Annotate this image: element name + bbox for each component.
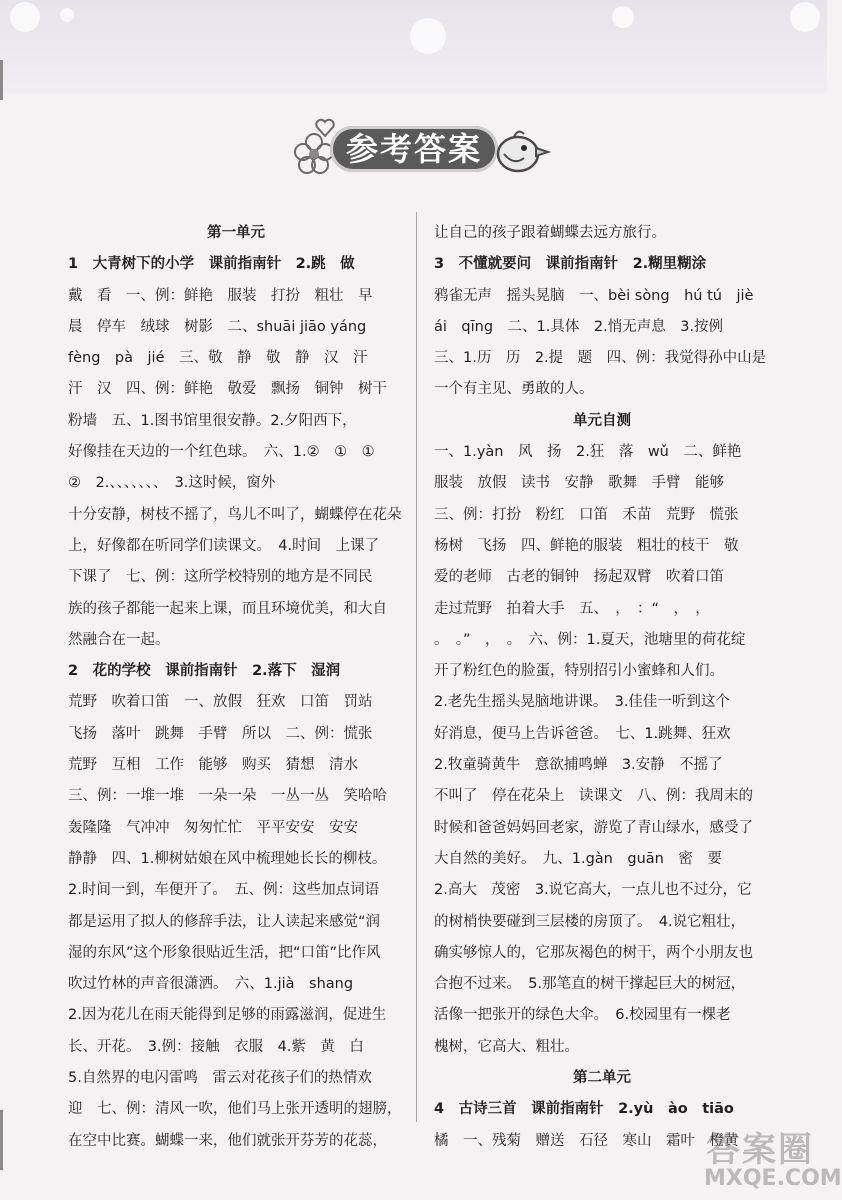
answer-line: 荒野 吹着口笛 一、放假 狂欢 口笛 罚站	[68, 694, 373, 711]
answer-line: 爱的老师 古老的铜钟 扬起双臂 吹着口笛	[434, 569, 724, 586]
answer-line: 服装 放假 读书 安静 歌舞 手臂 能够	[434, 475, 724, 492]
answer-line: 杨树 飞扬 四、鲜艳的服装 粗壮的枝干 敬	[434, 537, 739, 554]
binding-mark	[0, 60, 3, 100]
answer-line: 2.老先生摇头晃脑地讲课。 3.佳佳一听到这个	[434, 694, 730, 711]
unit-heading: 第一单元	[207, 225, 265, 241]
answer-line: 都是运用了拟人的修辞手法，让人读起来感觉“润	[68, 913, 381, 930]
answer-line: 三、1.历 历 2.提 题 四、例：我觉得孙中山是	[434, 350, 767, 367]
watermark-url: MXQE.COM	[704, 1166, 842, 1191]
answer-line: 大自然的美好。 九、1.gàn guān 密 要	[434, 850, 722, 867]
answer-line: 晨 停车 绒球 树影 二、shuāi jiāo yáng	[68, 318, 367, 335]
answer-line: 粉墙 五、1.图书馆里很安静。2.夕阳西下，	[68, 412, 357, 429]
bubble-decoration	[790, 2, 820, 32]
answer-line: 2.时间一到，车便开了。 五、例：这些加点词语	[68, 882, 380, 899]
answer-line: 让自己的孩子跟着蝴蝶去远方旅行。	[434, 225, 666, 241]
answer-line: ái qīng 二、1.具体 2.悄无声息 3.按例	[434, 318, 724, 335]
bubble-decoration	[410, 18, 446, 54]
answer-line: 吹过竹林的声音很潇洒。 六、1.jià shang	[68, 976, 354, 993]
bubble-decoration	[612, 6, 634, 28]
answer-line: 上，好像都在听同学们读课文。 4.时间 上课了	[68, 537, 380, 554]
column-divider	[416, 212, 417, 1122]
bubble-decoration	[60, 8, 74, 22]
binding-mark	[0, 1110, 3, 1170]
section-heading: 单元自测	[573, 412, 631, 429]
answer-line: 十分安静，树枝不摇了，鸟儿不叫了，蝴蝶停在花朵	[68, 506, 402, 523]
answer-key-header	[292, 116, 550, 182]
answer-line: 迎 七、例：清风一吹，他们马上张开透明的翅膀，	[68, 1101, 402, 1118]
answer-line: fèng pà jié 三、敬 静 敬 静 汉 汗	[68, 350, 368, 367]
answer-line: 确实够惊人的，它那灰褐色的树干，两个小朋友也	[434, 944, 753, 961]
answer-line: 飞扬 落叶 跳舞 手臂 所以 二、例：慌张	[68, 725, 373, 742]
answer-line: 好消息，便马上告诉爸爸。 七、1.跳舞、狂欢	[434, 725, 731, 742]
answer-line: 汗 汉 四、例：鲜艳 敬爱 飘扬 铜钟 树干	[68, 381, 387, 398]
answer-line: 静静 四、1.柳树姑娘在风中梳理她长长的柳枝。	[68, 850, 387, 867]
answer-line: 2.高大 茂密 3.说它高大，一点儿也不过分，它	[434, 882, 752, 899]
page-title: 参考答案	[345, 130, 482, 168]
answer-line: 在空中比赛。蝴蝶一来，他们就张开芬芳的花蕊，	[68, 1132, 387, 1149]
lesson-heading-line: 4 古诗三首 课前指南针 2.yù ào tiāo	[434, 1101, 734, 1118]
lesson-heading-line: 2 花的学校 课前指南针 2.落下 湿润	[68, 663, 341, 680]
answer-line: 三、例：一堆一堆 一朵一朵 一丛一丛 笑哈哈	[68, 788, 387, 805]
bubble-decoration	[10, 2, 40, 32]
answer-line: ② 2.、、、、、、、 3.这时候，窗外	[68, 475, 276, 492]
answer-line: 槐树，它高大、粗壮。	[434, 1038, 579, 1055]
site-watermark	[700, 1122, 842, 1196]
lesson-heading-line: 1 大青树下的小学 课前指南针 2.跳 做	[68, 256, 355, 273]
answer-line: 。 。” ， 。 六、例：1.夏天，池塘里的荷花绽	[434, 631, 746, 648]
answer-line: 族的孩子都能一起来上课，而且环境优美，和大自	[68, 600, 387, 617]
answer-line: 然融合在一起。	[68, 631, 170, 648]
answer-line: 活像一把张开的绿色大伞。 6.校园里有一棵老	[434, 1007, 731, 1024]
answer-line: 开了粉红色的脸蛋，特别招引小蜜蜂和人们。	[434, 663, 724, 680]
answer-line: 下课了 七、例：这所学校特别的地方是不同民	[68, 569, 373, 586]
unit-heading: 第二单元	[573, 1070, 631, 1087]
answer-line: 时候和爸爸妈妈回老家，游览了青山绿水，感受了	[434, 819, 753, 836]
answer-line: 2.牧童骑黄牛 意欲捕鸣蝉 3.安静 不摇了	[434, 757, 723, 774]
answer-line: 2.因为花儿在雨天能得到足够的雨露滋润，促进生	[68, 1007, 387, 1024]
answer-line: 不叫了 停在花朵上 读课文 八、例：我周末的	[434, 788, 753, 805]
answer-line: 一个有主见、勇敢的人。	[434, 381, 594, 398]
answer-line: 的树梢快要碰到三层楼的房顶了。 4.说它粗壮，	[434, 913, 746, 930]
watermark-logo-text: 答案圈	[706, 1130, 814, 1170]
answer-line: 5.自然界的电闪雷鸣 雷云对花孩子们的热情欢	[68, 1070, 372, 1087]
answer-line: 合抱不过来。 5.那笔直的树干撑起巨大的树冠，	[434, 976, 746, 993]
bird-icon	[492, 124, 550, 176]
left-column	[68, 218, 404, 1157]
answer-line: 一、1.yàn 风 扬 2.狂 落 wǔ 二、鲜艳	[434, 444, 742, 461]
lesson-heading-line: 3 不懂就要问 课前指南针 2.糊里糊涂	[434, 256, 707, 273]
answer-line: 鸦雀无声 摇头晃脑 一、bèi sòng hú tú jiè	[434, 287, 754, 304]
right-column	[434, 218, 770, 1157]
answer-line: 好像挂在天边的一个红色球。 六、1.② ① ①	[68, 444, 375, 461]
answer-line: 长、开花。 3.例：接触 衣服 4.紫 黄 白	[68, 1038, 364, 1055]
answer-line: 走过荒野 拍着大手 五、 ， ：“ ， ，	[434, 600, 710, 617]
answer-line: 湿的东风”这个形象很贴近生活，把“口笛”比作风	[68, 944, 381, 961]
answer-line: 轰隆隆 气冲冲 匆匆忙忙 平平安安 安安	[68, 819, 358, 836]
answer-line: 戴 看 一、例：鲜艳 服装 打扮 粗壮 早	[68, 287, 373, 304]
answer-line: 三、例：打扮 粉红 口笛 禾苗 荒野 慌张	[434, 506, 739, 523]
answer-line: 橘 一、残菊 赠送 石径 寒山 霜叶 橙黄	[434, 1132, 739, 1149]
answer-line: 荒野 互相 工作 能够 购买 猜想 清水	[68, 757, 358, 774]
